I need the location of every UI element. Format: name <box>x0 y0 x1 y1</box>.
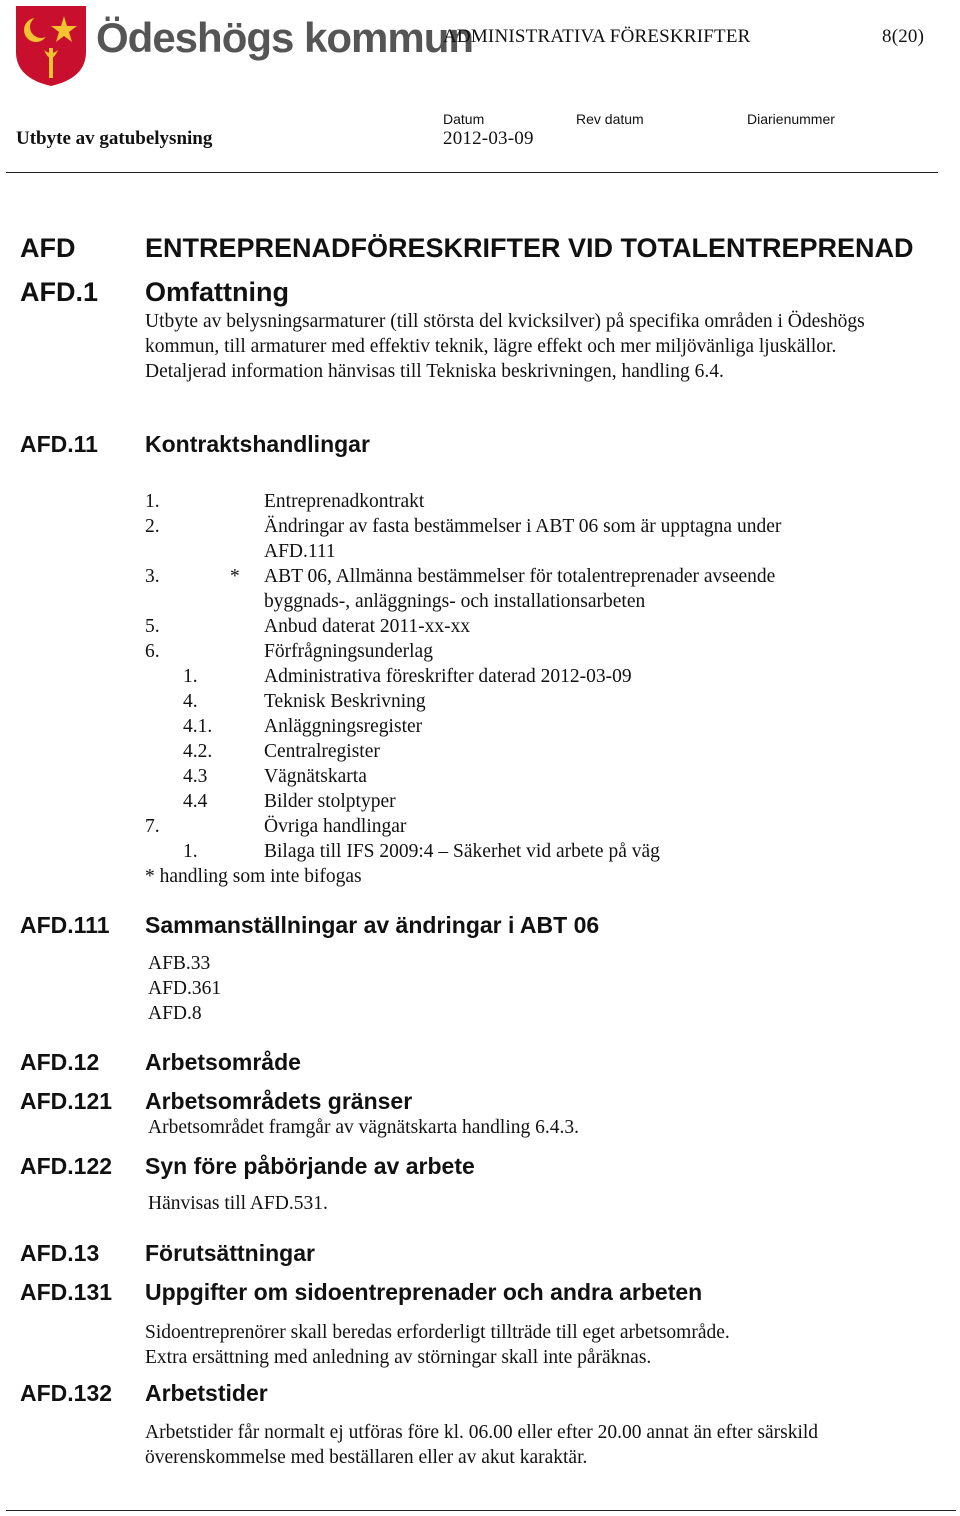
list-item-text: ABT 06, Allmänna bestämmelser för totalentreprenader avseende <box>264 566 776 587</box>
list-item-number: 6. <box>145 641 160 662</box>
list-item-number: 2. <box>145 516 160 537</box>
section-code-afd13: AFD.13 <box>20 1240 100 1266</box>
afd131-line: Extra ersättning med anledning av störningar skall inte påräknas. <box>145 1347 652 1368</box>
municipality-crest-icon <box>14 4 88 88</box>
reference-item: AFD.8 <box>148 1003 202 1024</box>
list-footnote: * handling som inte bifogas <box>145 866 362 887</box>
section-title-afd13: Förutsättningar <box>145 1240 315 1266</box>
subject-title: Utbyte av gatubelysning <box>16 128 213 149</box>
section-code-afd111: AFD.111 <box>20 912 110 938</box>
section-code-afd11: AFD.11 <box>20 431 98 457</box>
section-code-afd1: AFD.1 <box>20 277 99 307</box>
afd1-line: kommun, till armaturer med effektiv teknik, lägre effekt och mer miljövänliga ljuskällor. <box>145 336 837 357</box>
diarienummer-label: Diarienummer <box>747 111 835 127</box>
list-item-text: Förfrågningsunderlag <box>264 641 433 662</box>
list-item-text: Administrativa föreskrifter daterad 2012-03-09 <box>264 666 632 687</box>
section-title-afd1: Omfattning <box>145 277 289 307</box>
afd1-line: Utbyte av belysningsarmaturer (till största del kvicksilver) på specifika områden i Ödeshögs <box>145 311 865 332</box>
afd131-line: Sidoentreprenörer skall beredas erforderligt tillträde till eget arbetsområde. <box>145 1322 730 1343</box>
afd122-text: Hänvisas till AFD.531. <box>148 1193 328 1214</box>
section-code-afd131: AFD.131 <box>20 1279 113 1305</box>
section-title-afd12: Arbetsområde <box>145 1049 301 1075</box>
afd132-line: överenskommelse med beställaren eller av akut karaktär. <box>145 1447 588 1468</box>
section-title-afd121: Arbetsområdets gränser <box>145 1088 413 1114</box>
section-code-afd132: AFD.132 <box>20 1380 113 1406</box>
header-divider <box>6 172 938 173</box>
document-type: ADMINISTRATIVA FÖRESKRIFTER <box>443 26 751 47</box>
list-item-number: 7. <box>145 816 160 837</box>
list-item-text: Anbud daterat 2011-xx-xx <box>264 616 471 637</box>
list-item-text: Vägnätskarta <box>264 766 367 787</box>
list-item-number: 1. <box>145 491 160 512</box>
list-item-text: Ändringar av fasta bestämmelser i ABT 06 som är upptagna under <box>264 516 782 537</box>
list-item-number: 3. <box>145 566 160 587</box>
list-item-number: 5. <box>145 616 160 637</box>
list-item-number: 4.3 <box>183 766 208 787</box>
datum-value: 2012-03-09 <box>443 128 534 149</box>
list-item-text: Bilaga till IFS 2009:4 – Säkerhet vid arbete på väg <box>264 841 660 862</box>
list-item-text: Entreprenadkontrakt <box>264 491 425 512</box>
list-item-text: Bilder stolptyper <box>264 791 396 812</box>
list-item-number: 4.1. <box>183 716 213 737</box>
list-item-text: Teknisk Beskrivning <box>264 691 426 712</box>
list-item-number: 4. <box>183 691 198 712</box>
reference-item: AFD.361 <box>148 978 222 999</box>
afd121-text: Arbetsområdet framgår av vägnätskarta handling 6.4.3. <box>148 1117 580 1138</box>
list-item-number: 4.2. <box>183 741 213 762</box>
datum-label: Datum <box>443 111 485 127</box>
list-item-text: Anläggningsregister <box>264 716 423 737</box>
org-name: Ödeshögs kommun <box>96 14 474 61</box>
section-code-afd121: AFD.121 <box>20 1088 113 1114</box>
footer-divider <box>6 1510 956 1511</box>
list-item-star: * <box>230 566 240 587</box>
afd132-line: Arbetstider får normalt ej utföras före kl. 06.00 eller efter 20.00 annat än efter särskild <box>145 1422 819 1443</box>
rev-datum-label: Rev datum <box>576 111 644 127</box>
section-code-afd122: AFD.122 <box>20 1153 113 1179</box>
list-item-number: 1. <box>183 841 198 862</box>
section-title-afd122: Syn före påbörjande av arbete <box>145 1153 475 1179</box>
list-item-number: 1. <box>183 666 198 687</box>
list-item-text: Övriga handlingar <box>264 816 407 837</box>
section-title-afd132: Arbetstider <box>145 1380 268 1406</box>
section-title-afd11: Kontraktshandlingar <box>145 431 370 457</box>
list-item-text: AFD.111 <box>264 541 336 562</box>
list-item-text: Centralregister <box>264 741 380 762</box>
section-title-afd111: Sammanställningar av ändringar i ABT 06 <box>145 912 600 938</box>
logo <box>14 4 88 88</box>
afd1-line: Detaljerad information hänvisas till Tekniska beskrivningen, handling 6.4. <box>145 361 724 382</box>
list-item-text: byggnads-, anläggnings- och installationsarbeten <box>264 591 646 612</box>
section-title-afd: ENTREPRENADFÖRESKRIFTER VID TOTALENTREPRENAD <box>145 233 914 263</box>
list-item-number: 4.4 <box>183 791 208 812</box>
section-code-afd: AFD <box>20 233 76 263</box>
reference-item: AFB.33 <box>148 953 211 974</box>
section-title-afd131: Uppgifter om sidoentreprenader och andra arbeten <box>145 1279 703 1305</box>
page-number: 8(20) <box>882 26 925 47</box>
section-code-afd12: AFD.12 <box>20 1049 100 1075</box>
